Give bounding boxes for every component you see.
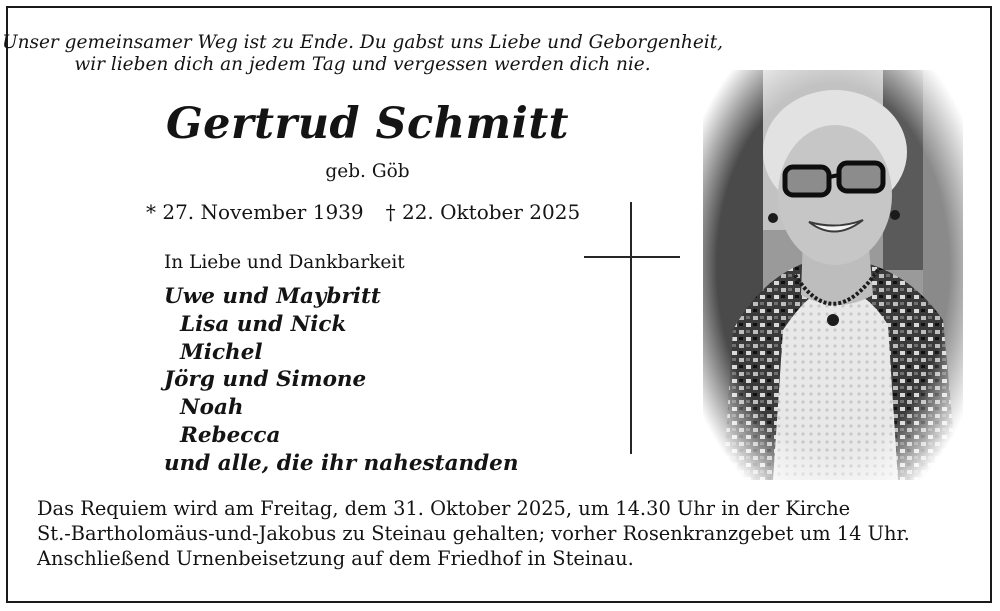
death-date: † 22. Oktober 2025 — [385, 200, 581, 224]
service-line-1: Das Requiem wird am Freitag, dem 31. Oktober 2025, um 14.30 Uhr in der Kirche — [37, 497, 851, 520]
motto — [0, 32, 725, 76]
life-dates — [146, 199, 580, 225]
maiden-name: geb. Göb — [325, 161, 410, 182]
birth-date: * 27. November 1939 — [146, 200, 364, 224]
mourners-list — [164, 283, 519, 478]
service-details — [37, 496, 910, 571]
deceased-name: Gertrud Schmitt — [165, 99, 570, 149]
mourner-name: Uwe und Maybritt — [164, 284, 381, 309]
service-line-2: St.-Bartholomäus-und-Jakobus zu Steinau gehalten; vorher Rosenkranzgebet um 14 Uhr. — [37, 522, 910, 545]
motto-line-1: Unser gemeinsamer Weg ist zu Ende. Du gabst uns Liebe und Geborgenheit, — [1, 32, 724, 53]
motto-line-2: wir lieben dich an jedem Tag und vergessen werden dich nie. — [74, 54, 651, 75]
mourner-name: Jörg und Simone — [164, 367, 367, 393]
mourners-intro: In Liebe und Dankbarkeit — [164, 252, 405, 273]
mourner-name: Noah — [180, 395, 244, 421]
portrait-photo — [703, 70, 963, 480]
mourner-name: und alle, die ihr nahestanden — [164, 450, 519, 476]
mourner-name: Lisa und Nick — [180, 311, 347, 337]
mourner-name: Rebecca — [180, 422, 281, 448]
service-line-3: Anschließend Urnenbeisetzung auf dem Friedhof in Steinau. — [37, 547, 634, 570]
mourner-name: Michel — [180, 339, 263, 365]
cross-icon — [584, 202, 680, 454]
